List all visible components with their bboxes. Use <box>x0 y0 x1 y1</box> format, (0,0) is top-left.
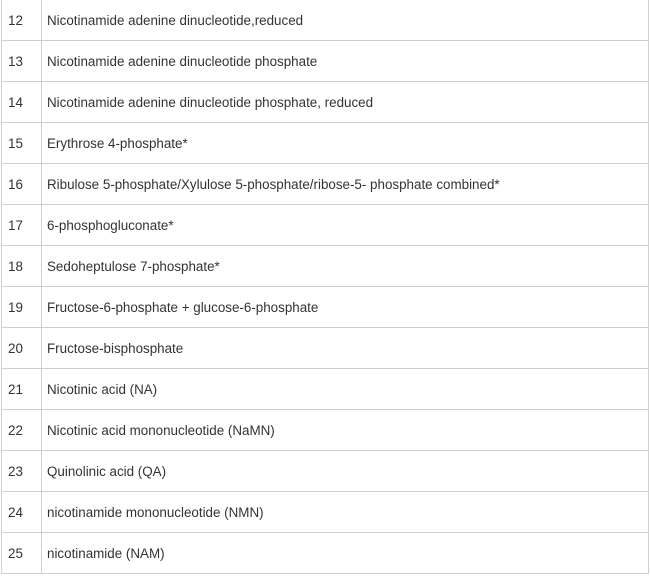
table-row <box>2 164 649 205</box>
table-row <box>2 205 649 246</box>
table-row <box>2 41 649 82</box>
metabolite-name: Fructose-bisphosphate <box>42 328 649 369</box>
row-number: 16 <box>2 164 42 205</box>
row-number: 19 <box>2 287 42 328</box>
metabolite-name: Erythrose 4-phosphate* <box>42 123 649 164</box>
table-row <box>2 451 649 492</box>
table-row <box>2 287 649 328</box>
metabolite-name: Nicotinamide adenine dinucleotide,reduced <box>42 0 649 41</box>
row-number: 22 <box>2 410 42 451</box>
row-number: 23 <box>2 451 42 492</box>
table-row <box>2 82 649 123</box>
table-row <box>2 533 649 574</box>
row-number: 20 <box>2 328 42 369</box>
table-row <box>2 246 649 287</box>
row-number: 15 <box>2 123 42 164</box>
table-row <box>2 492 649 533</box>
metabolite-name: nicotinamide mononucleotide (NMN) <box>42 492 649 533</box>
metabolite-name: Quinolinic acid (QA) <box>42 451 649 492</box>
row-number: 13 <box>2 41 42 82</box>
metabolite-name: Nicotinamide adenine dinucleotide phosphate, reduced <box>42 82 649 123</box>
metabolite-name: Nicotinamide adenine dinucleotide phosphate <box>42 41 649 82</box>
row-number: 21 <box>2 369 42 410</box>
table-row <box>2 369 649 410</box>
row-number: 14 <box>2 82 42 123</box>
table-row <box>2 410 649 451</box>
metabolite-table <box>1 0 649 574</box>
table-row <box>2 0 649 41</box>
metabolite-name: Nicotinic acid (NA) <box>42 369 649 410</box>
metabolite-name: nicotinamide (NAM) <box>42 533 649 574</box>
metabolite-name: 6-phosphogluconate* <box>42 205 649 246</box>
metabolite-name: Ribulose 5-phosphate/Xylulose 5-phosphate/ribose-5- phosphate combined* <box>42 164 649 205</box>
table-row <box>2 123 649 164</box>
table-row <box>2 328 649 369</box>
row-number: 12 <box>2 0 42 41</box>
row-number: 25 <box>2 533 42 574</box>
row-number: 24 <box>2 492 42 533</box>
metabolite-name: Nicotinic acid mononucleotide (NaMN) <box>42 410 649 451</box>
row-number: 17 <box>2 205 42 246</box>
row-number: 18 <box>2 246 42 287</box>
metabolite-name: Sedoheptulose 7-phosphate* <box>42 246 649 287</box>
metabolite-name: Fructose-6-phosphate + glucose-6-phosphate <box>42 287 649 328</box>
